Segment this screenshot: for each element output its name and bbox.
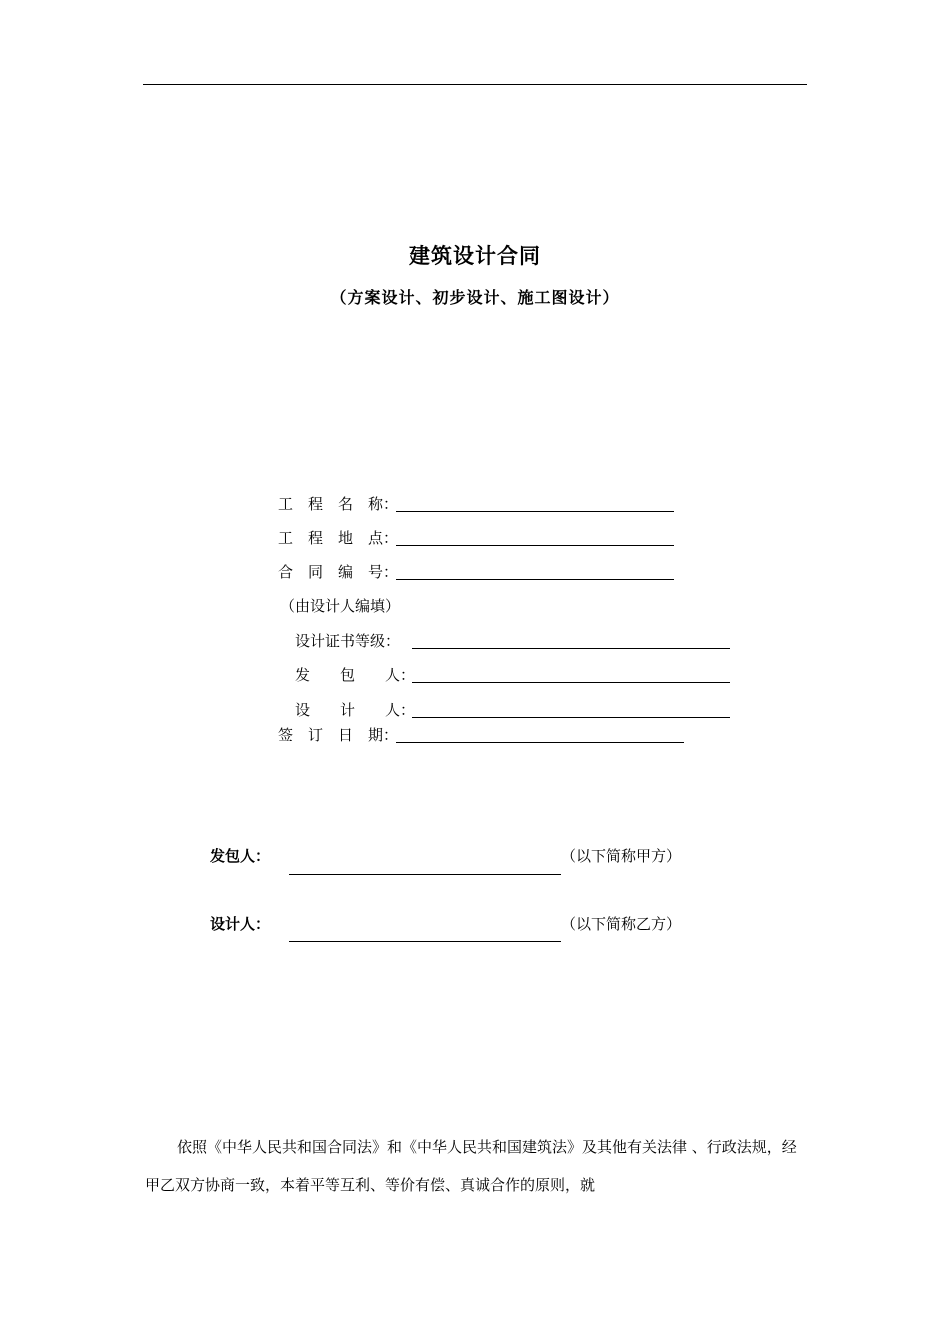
designer-party-label: 设计人： bbox=[210, 915, 271, 933]
sign-date-label: 签 订 日 期： bbox=[278, 726, 399, 744]
document-subtitle: （方案设计、初步设计、施工图设计） bbox=[330, 288, 620, 307]
contract-number-field[interactable] bbox=[396, 579, 674, 580]
designer-field[interactable] bbox=[412, 717, 730, 718]
cert-level-label: 设计证书等级： bbox=[295, 632, 401, 650]
header-rule bbox=[143, 84, 807, 85]
employer-party-field[interactable] bbox=[289, 874, 561, 875]
employer-field[interactable] bbox=[412, 682, 730, 683]
employer-party-note: （以下简称甲方） bbox=[561, 847, 682, 865]
project-location-label: 工 程 地 点： bbox=[278, 529, 399, 547]
designer-party-note: （以下简称乙方） bbox=[561, 915, 682, 933]
project-location-field[interactable] bbox=[396, 545, 674, 546]
sign-date-field[interactable] bbox=[396, 742, 684, 743]
employer-party-label: 发包人： bbox=[210, 847, 271, 865]
designer-field-label: 设 计 人： bbox=[295, 701, 416, 719]
document-title: 建筑设计合同 bbox=[409, 243, 541, 268]
contract-number-label: 合 同 编 号： bbox=[278, 563, 399, 581]
project-name-label: 工 程 名 称： bbox=[278, 495, 399, 513]
preamble-paragraph: 依照《中华人民共和国合同法》和《中华人民共和国建筑法》及其他有关法律 、行政法规，经甲乙双方协商一致，本着平等互利、等价有偿、真诚合作的原则，就 bbox=[145, 1138, 797, 1194]
designer-fill-note: （由设计人编填） bbox=[280, 597, 401, 615]
designer-party-field[interactable] bbox=[289, 941, 561, 942]
employer-field-label: 发 包 人： bbox=[295, 666, 416, 684]
cert-level-field[interactable] bbox=[412, 648, 730, 649]
project-name-field[interactable] bbox=[396, 511, 674, 512]
